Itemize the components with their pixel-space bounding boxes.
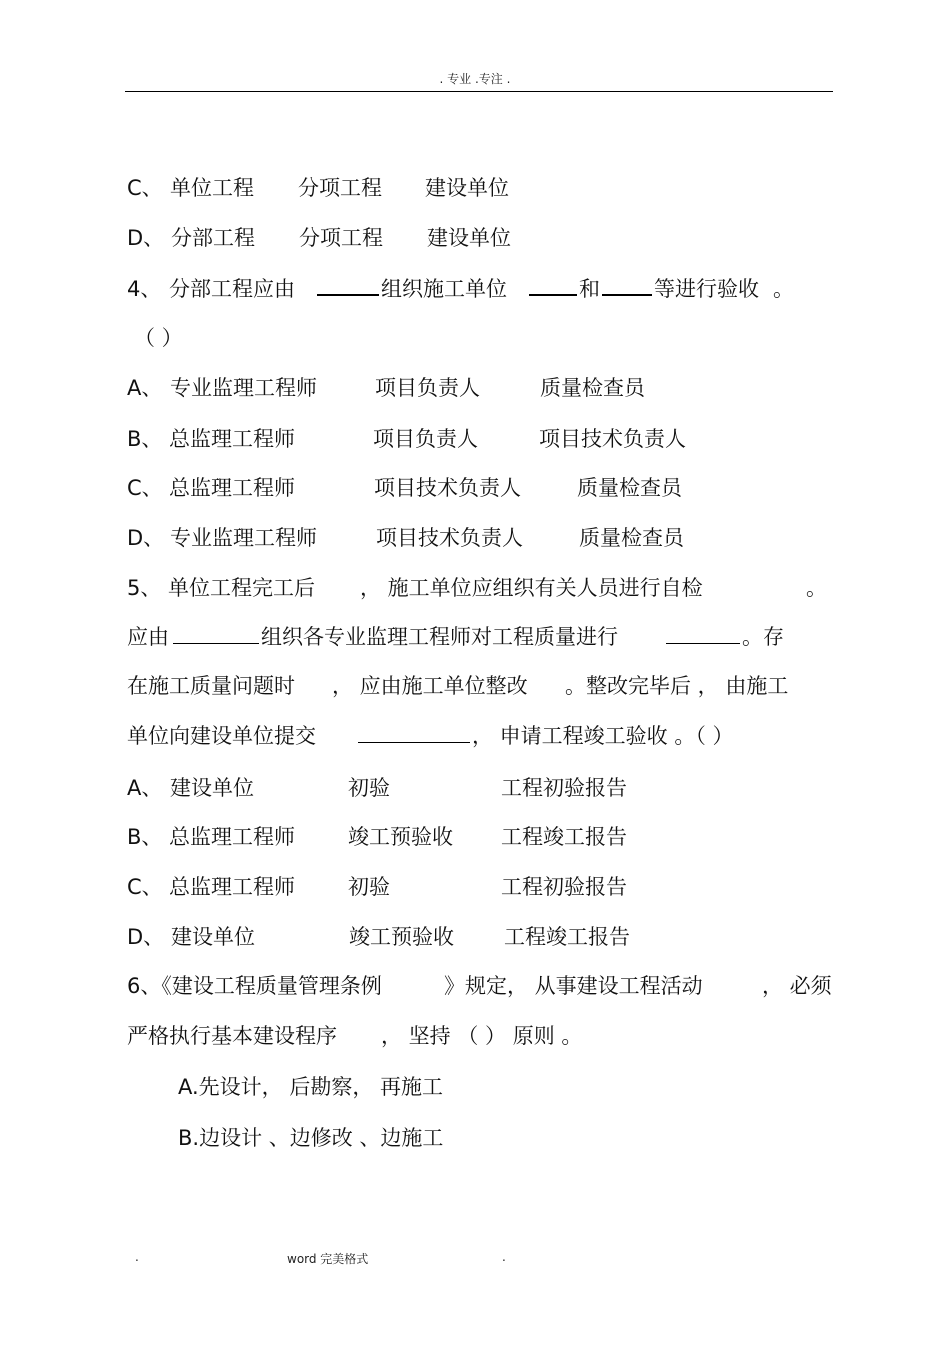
q6-text: 》规定， 从事建设工程活动	[444, 974, 703, 998]
q6-stem-line-2	[127, 1021, 832, 1051]
answer-blank	[602, 274, 652, 296]
q4-text-3: 和	[579, 277, 600, 301]
option-letter: C、	[127, 176, 163, 200]
q5-stem-line-2	[127, 622, 832, 652]
q5-text: 。整改完毕后 ， 由施工	[565, 674, 789, 698]
q5-text: ， 施工单位应组织有关人员进行自检	[360, 576, 703, 600]
q6-option-a: A.先设计， 后勘察， 再施工	[178, 1075, 444, 1099]
option-col-2: 初验	[348, 875, 390, 899]
option-letter: A、	[127, 776, 163, 800]
q6-text: ， 必须	[762, 974, 832, 998]
q4-option-d	[127, 523, 832, 553]
option-col-3: 建设单位	[425, 176, 509, 200]
option-col-1: 总监理工程师	[169, 825, 295, 849]
option-letter: D、	[127, 925, 165, 949]
q5-text: ， 申请工程竣工验收 。（ ）	[472, 724, 734, 748]
q6-text: ， 坚持 （ ） 原则 。	[381, 1024, 583, 1048]
header-rule	[125, 91, 833, 92]
option-col-3: 工程初验报告	[501, 875, 627, 899]
option-col-1: 总监理工程师	[169, 875, 295, 899]
option-col-2: 分项工程	[298, 176, 382, 200]
option-col-3: 项目技术负责人	[539, 427, 686, 451]
option-col-2: 项目技术负责人	[374, 476, 521, 500]
q6-text: 严格执行基本建设程序	[127, 1024, 337, 1048]
q5-option-b	[127, 822, 832, 852]
option-col-1: 建设单位	[171, 925, 255, 949]
option-letter: B、	[127, 427, 163, 451]
q5-text: 。	[806, 576, 827, 600]
option-col-1: 单位工程	[170, 176, 254, 200]
option-letter: D、	[127, 526, 165, 550]
option-col-1: 建设单位	[170, 776, 254, 800]
q5-stem-line-1	[127, 573, 832, 603]
option-col-3: 质量检查员	[577, 476, 682, 500]
q4-answer-paren: （ ）	[134, 326, 183, 350]
option-col-1: 分部工程	[171, 226, 255, 250]
answer-blank	[529, 274, 577, 296]
q5-option-d	[127, 922, 832, 952]
option-letter: B、	[127, 825, 163, 849]
q4-option-b	[127, 424, 832, 454]
option-col-1: 专业监理工程师	[170, 376, 317, 400]
option-col-2: 项目技术负责人	[376, 526, 523, 550]
q4-stem-line-1	[127, 274, 832, 304]
option-col-3: 建设单位	[427, 226, 511, 250]
option-col-2: 分项工程	[299, 226, 383, 250]
option-col-3: 工程竣工报告	[504, 925, 630, 949]
q4-text-5: 。	[773, 277, 794, 301]
q5-option-c	[127, 872, 832, 902]
answer-blank	[173, 623, 259, 644]
option-letter: D、	[127, 226, 165, 250]
answer-blank	[666, 623, 740, 644]
q4-text-2: 组织施工单位	[381, 277, 507, 301]
q5-option-a	[127, 773, 832, 803]
option-col-2: 竣工预验收	[349, 925, 454, 949]
q5-text: ， 应由施工单位整改	[332, 674, 528, 698]
option-col-3: 质量检查员	[579, 526, 684, 550]
footer-text: word 完美格式	[287, 1252, 369, 1266]
question-number: 4、	[127, 277, 162, 301]
q6-option-b: B.边设计 、边修改 、边施工	[178, 1126, 444, 1150]
q4-text-1: 分部工程应由	[169, 277, 295, 301]
option-col-1: 总监理工程师	[169, 476, 295, 500]
option-col-1: 总监理工程师	[169, 427, 295, 451]
option-col-2: 项目负责人	[375, 376, 480, 400]
option-letter: A、	[127, 376, 163, 400]
option-col-1: 专业监理工程师	[170, 526, 317, 550]
page-header: . 专业 .专注 .	[439, 72, 511, 86]
q3-option-c	[127, 173, 832, 203]
option-col-2: 项目负责人	[373, 427, 478, 451]
q6-stem-line-1	[127, 971, 832, 1001]
q5-text: 应由	[127, 625, 169, 649]
footer-dot-right: .	[502, 1250, 506, 1264]
q5-stem-line-4	[127, 721, 832, 751]
option-col-3: 工程竣工报告	[501, 825, 627, 849]
q4-option-a	[127, 373, 832, 403]
answer-blank	[358, 722, 470, 743]
q5-text: 。存	[742, 625, 784, 649]
q4-text-4: 等进行验收	[654, 277, 759, 301]
footer-dot-left: .	[135, 1250, 139, 1264]
option-col-2: 初验	[348, 776, 390, 800]
q5-text: 单位向建设单位提交	[127, 724, 316, 748]
q5-text: 在施工质量问题时	[127, 674, 295, 698]
option-letter: C、	[127, 875, 163, 899]
option-col-3: 质量检查员	[540, 376, 645, 400]
answer-blank	[317, 274, 379, 296]
q3-option-d	[127, 223, 832, 253]
q6-text: 6、《建设工程质量管理条例	[127, 974, 382, 998]
q5-text: 组织各专业监理工程师对工程质量进行	[261, 625, 618, 649]
q5-stem-line-3	[127, 671, 832, 701]
option-col-3: 工程初验报告	[501, 776, 627, 800]
q4-option-c	[127, 473, 832, 503]
q5-text: 5、 单位工程完工后	[127, 576, 316, 600]
option-letter: C、	[127, 476, 163, 500]
option-col-2: 竣工预验收	[348, 825, 453, 849]
